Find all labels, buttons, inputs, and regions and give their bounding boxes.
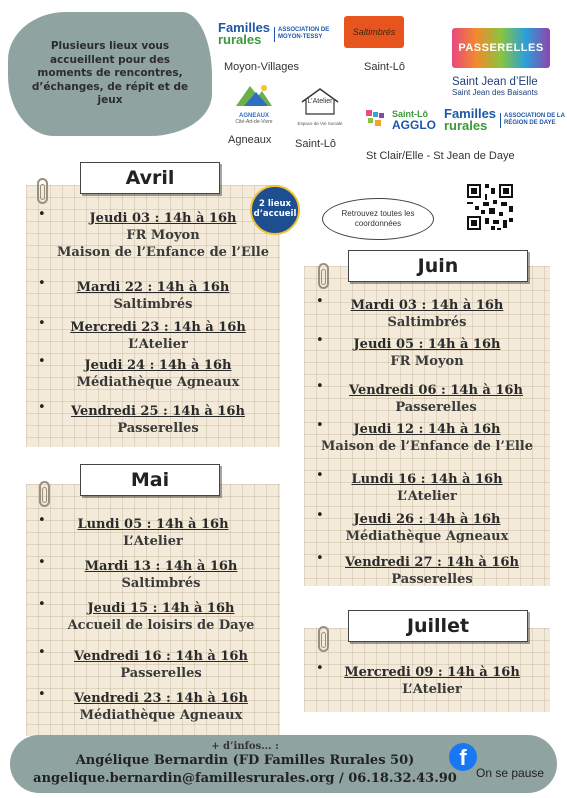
coordinates-note: Retrouvez toutes les coordonnées [322, 198, 434, 240]
logo-caption: Saint-Lô [364, 61, 405, 73]
logo-mark: L’Atelier [307, 98, 333, 105]
entry-place: Passerelles [395, 400, 477, 415]
paperclip-icon [37, 178, 48, 204]
bullet-icon: • [38, 555, 46, 570]
bullet-icon: • [38, 400, 46, 415]
list-item [26, 279, 280, 313]
list-item [26, 357, 290, 391]
logo-subcaption: Saint Jean des Baisants [452, 88, 538, 97]
contact-name: Angélique Bernardin (FD Familles Rurales 50) [75, 753, 415, 768]
entry-place: Passerelles [117, 421, 199, 436]
contact-email[interactable]: angelique.bernardin@famillesrurales.org [33, 771, 335, 786]
bullet-icon: • [38, 645, 46, 660]
logo-caption: Moyon-Villages [224, 61, 300, 73]
bullet-icon: • [316, 468, 324, 483]
entry-place: Saltimbrés [113, 297, 193, 312]
bullet-icon: • [316, 508, 324, 523]
list-item [26, 558, 296, 592]
entry-date: Vendredi 06 : 14h à 16h [349, 383, 523, 398]
list-item [304, 297, 550, 331]
bullet-icon: • [316, 418, 324, 433]
bullet-icon: • [316, 661, 324, 676]
entry-date: Vendredi 23 : 14h à 16h [74, 691, 248, 706]
bullet-icon: • [316, 294, 324, 309]
entry-date: Mardi 03 : 14h à 16h [350, 298, 504, 313]
logo-passerelles [452, 28, 550, 68]
logo-sub: Cité-Art-de-Vivre [235, 119, 273, 125]
entry-date: Jeudi 26 : 14h à 16h [353, 512, 501, 527]
logo-caption: Saint-Lô [295, 138, 336, 150]
mountain-icon [234, 82, 274, 108]
list-item [304, 664, 560, 698]
entry-place: Médiathèque Agneaux [345, 529, 509, 544]
entry-date: Mardi 13 : 14h à 16h [84, 559, 238, 574]
lieux-badge: 2 lieux d’accueil [250, 185, 300, 235]
logo-saltimbres [344, 16, 404, 48]
list-item [304, 382, 567, 416]
bullet-icon: • [38, 316, 46, 331]
logo-caption: Agneaux [228, 134, 272, 146]
list-item [26, 319, 290, 353]
entry-date: Mercredi 09 : 14h à 16h [344, 665, 520, 680]
entry-place: Maison de l’Enfance de l’Elle [320, 439, 534, 454]
facebook-page-label[interactable]: On se pause [476, 766, 545, 780]
bullet-icon: • [316, 551, 324, 566]
entry-place: FR Moyon [126, 228, 200, 243]
logo-assoc: ASSOCIATION DE LA RÉGION DE DAYE [500, 113, 566, 127]
entry-date: Vendredi 16 : 14h à 16h [74, 649, 248, 664]
entry-date: Mercredi 23 : 14h à 16h [70, 320, 246, 335]
entry-date: Jeudi 12 : 14h à 16h [353, 422, 501, 437]
list-item [304, 336, 550, 370]
logo-word: Familles [218, 20, 271, 35]
logo-mark: Saltimbrés [352, 27, 396, 37]
logo-mark: Saint-Lô [392, 108, 428, 119]
qr-code [465, 182, 515, 232]
bullet-icon: • [38, 513, 46, 528]
entry-place: L’Atelier [397, 489, 457, 504]
logo-word: rurales [444, 118, 488, 134]
list-item [296, 421, 558, 455]
entry-place: Passerelles [391, 572, 473, 587]
bullet-icon: • [38, 687, 46, 702]
facebook-icon[interactable]: f [449, 743, 477, 771]
bullet-icon: • [38, 207, 46, 222]
list-item [26, 648, 296, 682]
agglo-mark-icon [364, 108, 388, 132]
logo-caption: St Clair/Elle - St Jean de Daye [366, 150, 515, 162]
bullet-icon: • [316, 333, 324, 348]
bullet-icon: • [316, 379, 324, 394]
logo-saint-lo-agglo [364, 108, 566, 133]
logo-sub: Espace de Vie Sociale [297, 121, 343, 126]
list-item [26, 516, 280, 550]
entry-place: Passerelles [120, 666, 202, 681]
logo-word: Familles [444, 106, 497, 121]
entry-date: Jeudi 24 : 14h à 16h [84, 358, 232, 373]
entry-place: FR Moyon [390, 354, 464, 369]
entry-date: Jeudi 15 : 14h à 16h [87, 601, 235, 616]
bullet-icon: • [38, 354, 46, 369]
logo-familles-rurales-moyon [218, 22, 348, 47]
entry-place: Accueil de loisirs de Daye [67, 618, 255, 633]
list-item [304, 554, 560, 588]
list-item [26, 403, 290, 437]
entry-place: Maison de l’Enfance de l’Elle [56, 245, 270, 260]
list-item [304, 471, 550, 505]
list-item [26, 600, 296, 634]
entry-date: Mardi 22 : 14h à 16h [76, 280, 230, 295]
contact-line [10, 771, 480, 786]
entry-date: Lundi 05 : 14h à 16h [77, 517, 229, 532]
entry-date: Vendredi 27 : 14h à 16h [345, 555, 519, 570]
paperclip-icon [318, 263, 329, 289]
intro-text: Plusieurs lieux vous accueillent pour des moments de rencontres, d’échanges, de répit et de jeux [31, 39, 189, 107]
entry-place: L’Atelier [402, 682, 462, 697]
paperclip-icon [39, 481, 50, 507]
bullet-icon: • [38, 597, 46, 612]
logo-agneaux [226, 82, 282, 128]
entry-place: L’Atelier [123, 534, 183, 549]
paperclip-icon [318, 626, 329, 652]
bullet-icon: • [38, 276, 46, 291]
list-item [26, 690, 296, 724]
logo-mark: AGNEAUX [238, 113, 269, 119]
entry-place: Saltimbrés [387, 315, 467, 330]
contact-separator: / [334, 771, 349, 786]
contact-phone[interactable]: 06.18.32.43.90 [348, 771, 457, 786]
logo-mark: PASSERELLES [458, 42, 544, 54]
entry-place: Médiathèque Agneaux [79, 708, 243, 723]
logo-assoc: ASSOCIATION DE MOYON-TESSY [274, 27, 348, 41]
entry-date: Jeudi 03 : 14h à 16h [89, 211, 237, 226]
logo-mark: AGGLO [392, 117, 436, 132]
logo-atelier [294, 86, 346, 130]
month-title-juin: Juin [348, 250, 528, 282]
entry-date: Lundi 16 : 14h à 16h [351, 472, 503, 487]
entry-place: Médiathèque Agneaux [76, 375, 240, 390]
logo-word: rurales [218, 32, 262, 48]
intro-blob [8, 12, 212, 136]
month-title-mai: Mai [80, 464, 220, 496]
entry-date: Vendredi 25 : 14h à 16h [71, 404, 245, 419]
logo-caption: Saint Jean d’Elle [452, 76, 538, 88]
month-title-juillet: Juillet [348, 610, 528, 642]
entry-place: Saltimbrés [121, 576, 201, 591]
month-title-avril: Avril [80, 162, 220, 194]
more-info-label: + d’infos... : [211, 741, 279, 752]
list-item [304, 511, 550, 545]
entry-date: Jeudi 05 : 14h à 16h [353, 337, 501, 352]
entry-place: L’Atelier [128, 337, 188, 352]
